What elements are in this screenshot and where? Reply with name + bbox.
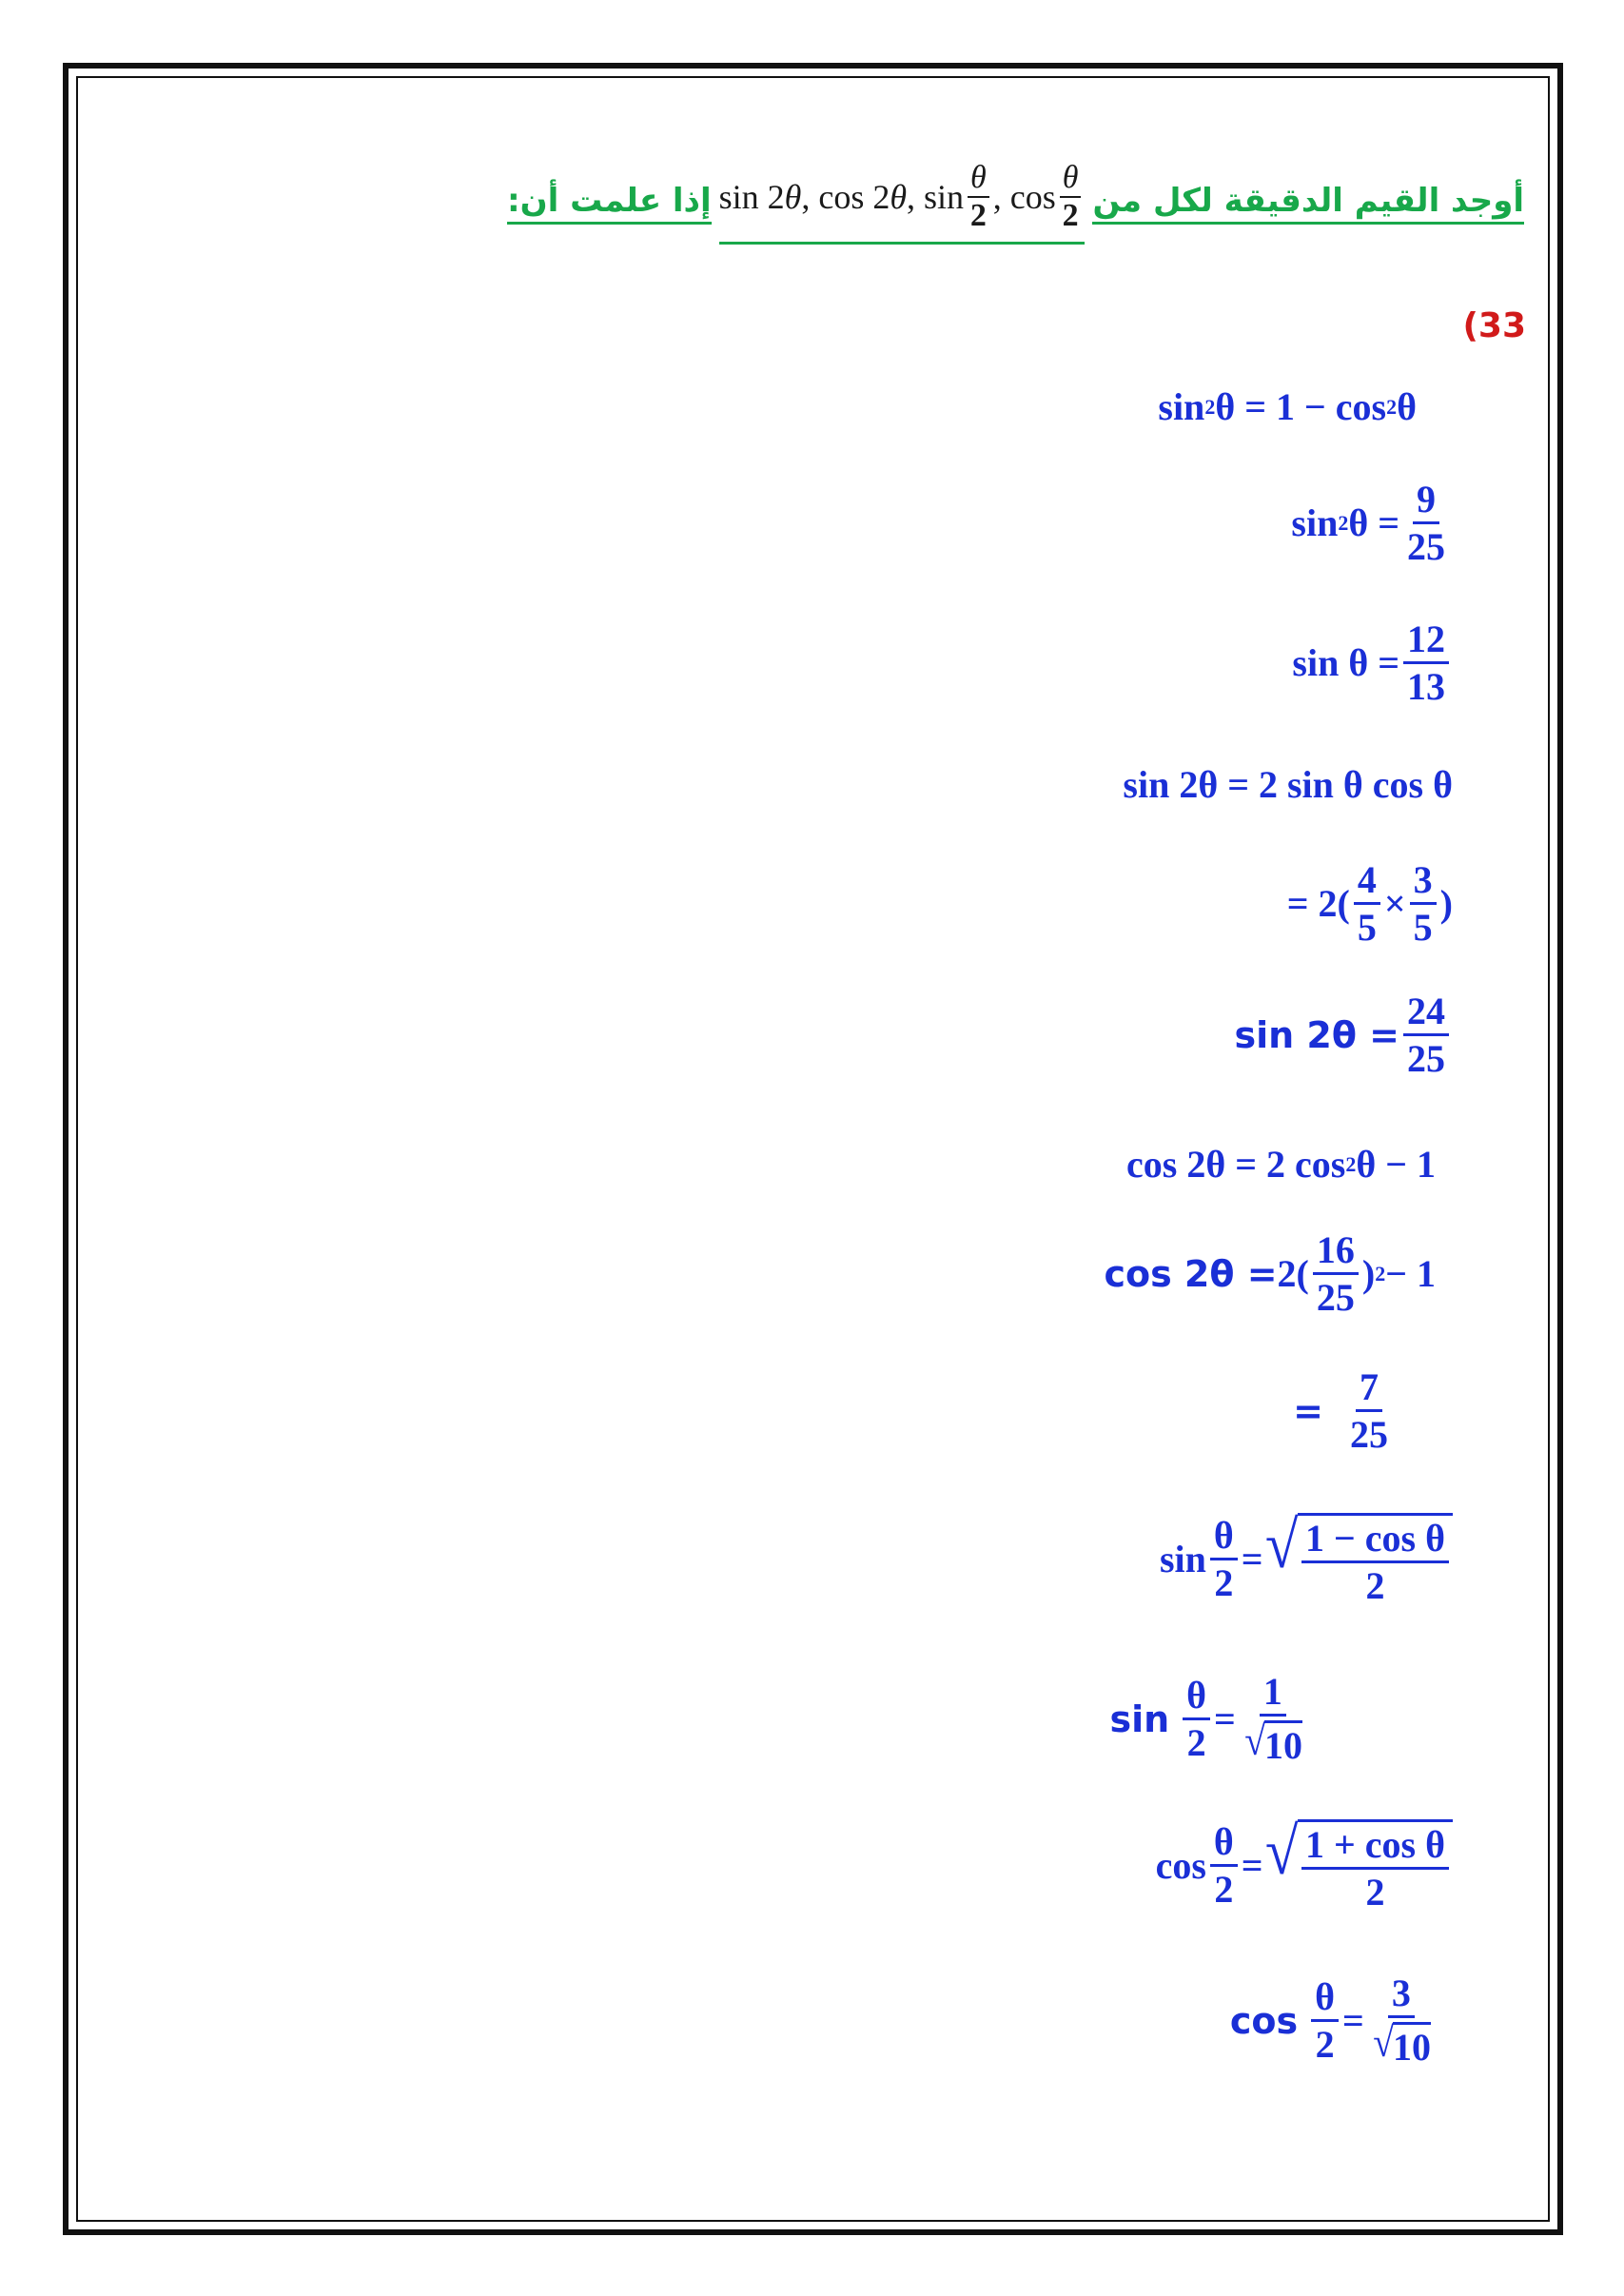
header-sin: , sin bbox=[907, 178, 965, 216]
step-7: cos 2θ = 2 cos 2 θ − 1 bbox=[1126, 1143, 1436, 1186]
step-3: sin θ = $\frac{12}{13}$ bbox=[1292, 620, 1453, 706]
header-cos2: , cos 2 bbox=[801, 178, 890, 216]
header-math-expression bbox=[719, 162, 1086, 245]
header-theta-1: θ bbox=[784, 178, 802, 216]
header-fraction-2: θ 2 bbox=[1060, 162, 1082, 232]
question-number: (33 bbox=[1462, 306, 1526, 345]
step-12: cos $\frac{\theta}{2}$ = √ $\frac{\text{1 + cos θ}}{2}$ bbox=[1156, 1819, 1453, 1912]
step-3-fraction: $\frac{12}{13}$ bbox=[1403, 620, 1449, 706]
sqrt-sign: √ 10 bbox=[1244, 1717, 1302, 1767]
step-5: = 2( $\frac{4}{5}$ × $\frac{3}{5}$ ) bbox=[1286, 858, 1453, 949]
header-arabic-suffix: إذا علمت أن: bbox=[507, 182, 712, 225]
step-10: sin $\frac{\theta}{2}$ = √ $\frac{\text{1 − cos θ}}{2}$ bbox=[1160, 1513, 1453, 1605]
header-cos: , cos bbox=[992, 178, 1056, 216]
header-theta-2: θ bbox=[890, 178, 908, 216]
sqrt-sign: √ $\frac{\text{1 + cos θ}}{2}$ bbox=[1263, 1819, 1453, 1912]
step-2-fraction: $\frac{9}{25}$ bbox=[1407, 478, 1445, 568]
header-fraction-1: θ 2 bbox=[968, 162, 989, 232]
question-header bbox=[507, 162, 1524, 245]
step-1: sin 2 θ = 1 − cos 2 θ bbox=[1158, 385, 1417, 428]
step-2: sin 2 θ = $\frac{9}{25}$ bbox=[1291, 481, 1453, 566]
step-8: cos 2θ = 2( $\frac{16}{25}$ ) 2 − 1 bbox=[1104, 1228, 1436, 1319]
sqrt-sign: √ $\frac{\text{1 − cos θ}}{2}$ bbox=[1263, 1513, 1453, 1605]
step-4: sin 2θ = 2 sin θ cos θ bbox=[1123, 763, 1453, 806]
sqrt-sign: √ 10 bbox=[1373, 2019, 1431, 2069]
step-6: sin 2θ = $\frac{24}{25}$ bbox=[1234, 992, 1453, 1078]
header-arabic-prefix: أوجد القيم الدقيقة لكل من bbox=[1092, 182, 1524, 225]
step-13: cos $\frac{\theta}{2}$ = 3 √ 10 bbox=[1229, 1972, 1431, 2069]
header-sin2: sin 2 bbox=[718, 178, 785, 216]
step-9: = $\frac{7}{25}$ bbox=[1293, 1365, 1388, 1456]
step-11: sin $\frac{\theta}{2}$ = 1 √ 10 bbox=[1109, 1670, 1302, 1767]
